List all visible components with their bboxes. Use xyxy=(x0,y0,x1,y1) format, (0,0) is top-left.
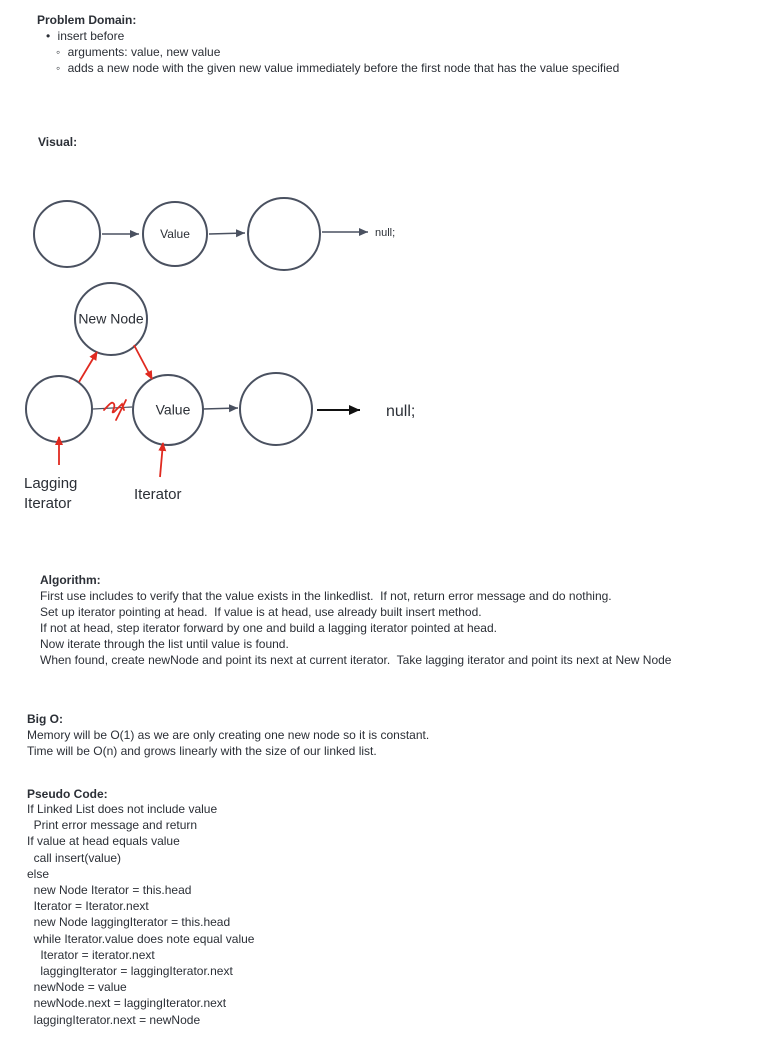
pseudo-code-lines xyxy=(27,801,254,1028)
big-o-line: Time will be O(n) and grows linearly with the size of our linked list. xyxy=(27,744,377,758)
bottom-null-label: null; xyxy=(386,403,416,420)
old-link-scribble xyxy=(104,400,126,420)
top-arrow-2 xyxy=(209,233,245,234)
bottom-node-value-label: Value xyxy=(155,401,191,418)
bottom-arrow-2 xyxy=(203,408,238,409)
sub-bullet-circle-icon: ◦ xyxy=(56,61,61,75)
pseudo-code-line: newNode.next = laggingIterator.next xyxy=(27,996,227,1011)
pseudo-code-line: new Node laggingIterator = this.head xyxy=(27,915,231,930)
pseudo-code-line: new Node Iterator = this.head xyxy=(27,883,192,898)
visual-heading: Visual: xyxy=(38,135,78,149)
bullet-text: insert before xyxy=(57,29,125,43)
top-node-3 xyxy=(248,198,320,270)
big-o-line: Memory will be O(1) as we are only creating one new node so it is constant. xyxy=(27,728,430,742)
pseudo-code-line: Iterator = iterator.next xyxy=(27,947,155,962)
sub-bullet-text: arguments: value, new value xyxy=(67,45,221,59)
pseudo-code-line: call insert(value) xyxy=(27,850,122,865)
pseudo-code-line: If value at head equals value xyxy=(27,834,180,849)
pseudo-code-line: If Linked List does not include value xyxy=(27,802,218,816)
lagging-iterator-label-2: Iterator xyxy=(24,495,72,512)
algorithm-line: When found, create newNode and point its next at current iterator. Take lagging iterator and point its next at New Node xyxy=(40,653,672,667)
pseudo-code-line: laggingIterator = laggingIterator.next xyxy=(27,964,233,979)
red-arrow-to-new-node xyxy=(79,352,97,382)
pseudo-code-line: while Iterator.value does note equal value xyxy=(27,931,255,946)
top-node-1 xyxy=(34,201,100,267)
new-node-label: New Node xyxy=(78,310,144,327)
big-o-heading: Big O: xyxy=(27,712,63,726)
lagging-iterator-label-1: Lagging xyxy=(24,475,78,492)
old-link-line xyxy=(93,407,132,409)
problem-domain-heading: Problem Domain: xyxy=(37,13,137,27)
algorithm-lines xyxy=(40,588,671,668)
sub-bullet-text: adds a new node with the given new value immediately before the first node that has the value specified xyxy=(67,61,620,75)
red-arrow-iterator xyxy=(160,443,163,477)
algorithm-line: Now iterate through the list until value is found. xyxy=(40,637,289,651)
algorithm-heading: Algorithm: xyxy=(40,573,101,587)
bottom-node-1 xyxy=(26,376,92,442)
red-arrow-new-to-value xyxy=(134,345,152,379)
pseudo-code-line: else xyxy=(27,866,50,881)
bullet-dot-icon: • xyxy=(46,29,51,43)
algorithm-line: First use includes to verify that the value exists in the linkedlist. If not, return error message and do nothing. xyxy=(40,589,612,603)
pseudo-code-line: Print error message and return xyxy=(27,818,198,833)
pseudo-code-heading: Pseudo Code: xyxy=(27,787,108,801)
big-o-lines xyxy=(27,727,429,759)
pseudo-code-line: Iterator = Iterator.next xyxy=(27,899,149,914)
sub-bullet-circle-icon: ◦ xyxy=(56,45,61,59)
iterator-label: Iterator xyxy=(134,486,182,503)
pseudo-code-line: laggingIterator.next = newNode xyxy=(27,1012,201,1027)
top-node-value-label: Value xyxy=(160,227,190,242)
bottom-node-3 xyxy=(240,373,312,445)
pseudo-code-line: newNode = value xyxy=(27,980,127,995)
algorithm-line: Set up iterator pointing at head. If value is at head, use already built insert method. xyxy=(40,605,482,619)
algorithm-line: If not at head, step iterator forward by one and build a lagging iterator pointed at head. xyxy=(40,621,497,635)
top-null-label: null; xyxy=(375,227,396,239)
